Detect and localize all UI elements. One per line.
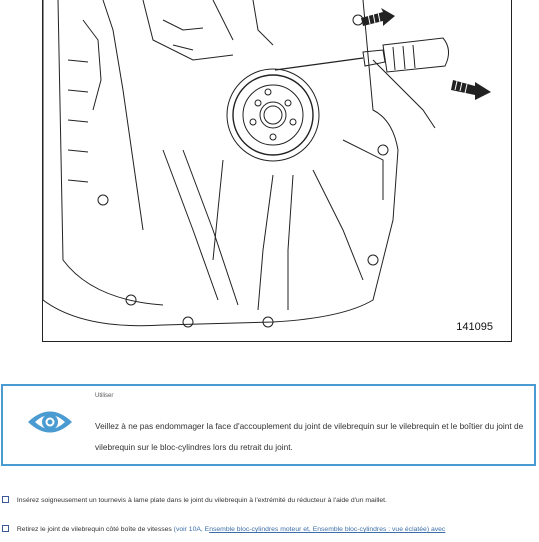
checkbox-bullet-icon [2,525,9,532]
eye-icon [25,405,75,439]
step-reference: (voir 10A, E [171,526,210,533]
step-text: Retirez le joint de vilebrequin côté boîte de vitesses [16,526,172,533]
illustration-figure [42,0,512,342]
step-text: Insérez soigneusement un tournevis à lame plate dans le joint du vilebrequin à l'extrémité du réducteur à l'aide d'un maillet. [16,497,387,504]
notice-box [1,384,536,466]
checkbox-bullet-icon [2,496,9,503]
figure-number: 141095 [456,321,493,333]
crankshaft-seal-drawing [43,0,512,342]
notice-text: Veillez à ne pas endommager la face d'accouplement du joint de vilebrequin sur le vilebrequin et le boîtier du joint de vilebrequin sur le bloc-cylindres lors du retrait du joint. [95,421,524,452]
step-item [2,525,445,533]
section-link[interactable]: nsemble bloc-cylindres moteur et, Ensemble bloc-cylindres : vue éclatée [209,526,427,533]
step-tail: ) avec [426,526,446,533]
notice-label: Utiliser [95,393,114,399]
step-item [2,496,387,504]
